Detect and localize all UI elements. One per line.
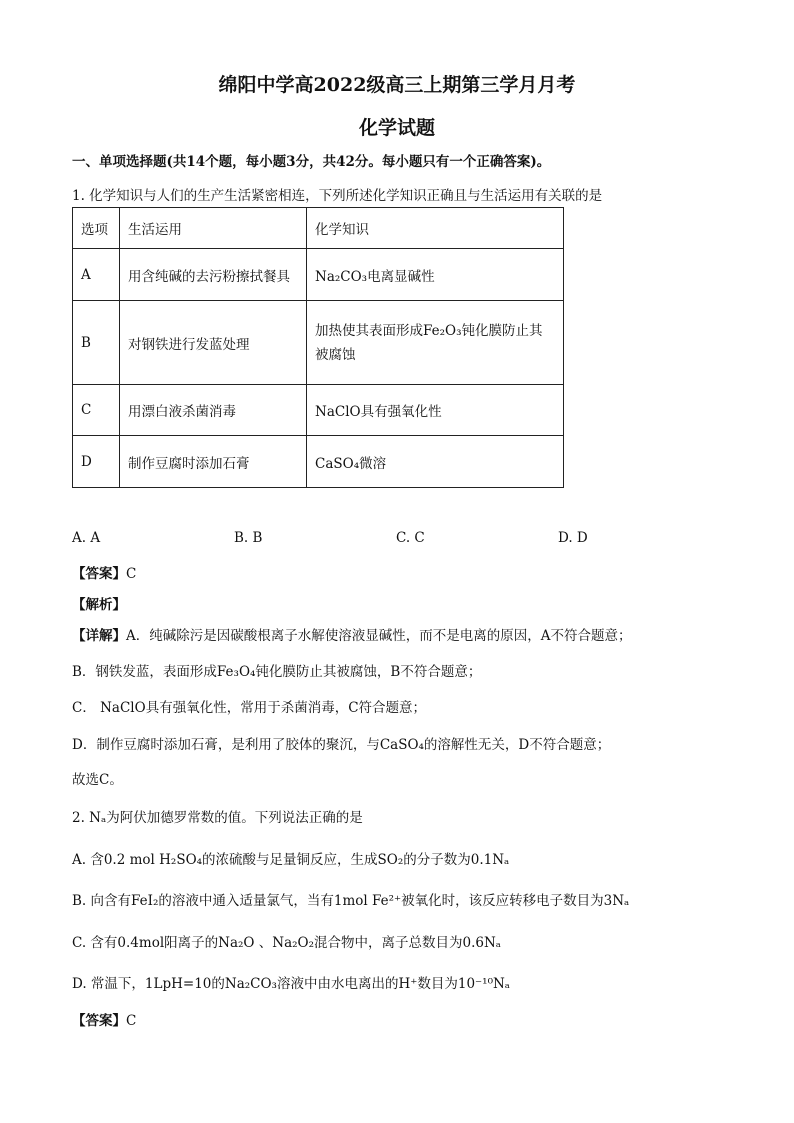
q1-analysis-label: 【解析】 — [72, 597, 126, 613]
table-row — [73, 385, 564, 436]
detail-label: 【详解】 — [72, 628, 126, 644]
detail-text: A．纯碱除污是因碳酸根离子水解使溶液显碱性，而不是电离的原因，A不符合题意； — [126, 628, 632, 644]
q1-detail-line: B．钢铁发蓝，表面形成Fe₃O₄钝化膜防止其被腐蚀，B不符合题意； — [72, 664, 482, 680]
answer-label: 【答案】 — [72, 566, 126, 582]
use-cell: 用含纯碱的去污粉擦拭餐具 — [120, 249, 307, 301]
use-cell: 制作豆腐时添加石膏 — [120, 436, 307, 488]
chem-pre: 加热使其表面形成 — [315, 322, 423, 339]
q1-table — [72, 207, 564, 488]
chem-text-cont: 被腐蚀 — [315, 346, 356, 363]
q1-choice-b: B. B — [234, 530, 263, 546]
chem-cell — [307, 436, 564, 488]
q2-answer — [72, 1009, 136, 1029]
table-header-row — [73, 208, 564, 249]
chem-formula: Na₂CO₃ — [315, 268, 368, 285]
table-header-cell: 选项 — [73, 208, 120, 249]
chem-formula: NaClO — [315, 404, 361, 420]
table-row — [73, 436, 564, 488]
table-row — [73, 249, 564, 301]
page-title: 绵阳中学高2022级高三上期第三学月月考 — [218, 74, 576, 96]
q1-answer — [72, 562, 136, 582]
q2-choice-b: B. 向含有FeI₂的溶液中通入适量氯气，当有1mol Fe²⁺被氧化时，该反应转移电子数目为3Nₐ — [72, 893, 630, 909]
q1-detail-line: C． NaClO具有强氧化性，常用于杀菌消毒，C符合题意； — [72, 700, 427, 716]
option-cell: B — [73, 301, 120, 385]
table-row — [73, 301, 564, 385]
chem-formula: Fe₂O₃ — [423, 322, 462, 339]
option-cell: C — [73, 385, 120, 436]
option-cell: D — [73, 436, 120, 488]
q1-detail-line — [72, 624, 632, 644]
chem-cell — [307, 249, 564, 301]
chem-text: 具有强氧化性 — [360, 404, 442, 420]
q1-detail-line: 故选C。 — [72, 772, 123, 788]
q2-stem: 2. Nₐ为阿伏加德罗常数的值。下列说法正确的是 — [72, 810, 363, 826]
q1-choice-c: C. C — [396, 530, 425, 546]
q2-choice-a: A. 含0.2 mol H₂SO₄的浓硫酸与足量铜反应，生成SO₂的分子数为0.1Nₐ — [72, 852, 510, 868]
q1-stem: 1. 化学知识与人们的生产生活紧密相连，下列所述化学知识正确且与生活运用有关联的是 — [72, 188, 603, 204]
chem-text: 电离显碱性 — [367, 268, 435, 285]
section-heading: 一、单项选择题(共14个题，每小题3分，共42分。每小题只有一个正确答案)。 — [72, 154, 551, 170]
table-header-cell: 生活运用 — [120, 208, 307, 249]
answer-value: C — [126, 1013, 137, 1029]
page-subtitle: 化学试题 — [358, 117, 435, 139]
answer-label: 【答案】 — [72, 1013, 126, 1029]
use-cell: 对钢铁进行发蓝处理 — [120, 301, 307, 385]
table-header-cell: 化学知识 — [307, 208, 564, 249]
answer-value: C — [126, 566, 137, 582]
q1-choice-d: D. D — [558, 530, 588, 546]
use-cell: 用漂白液杀菌消毒 — [120, 385, 307, 436]
q1-choice-a: A. A — [72, 530, 101, 546]
option-cell: A — [73, 249, 120, 301]
chem-text: 微溶 — [359, 455, 387, 472]
q2-choice-d: D. 常温下，1LpH=10的Na₂CO₃溶液中由水电离出的H⁺数目为10⁻¹⁰Nₐ — [72, 976, 511, 992]
chem-cell — [307, 385, 564, 436]
chem-text: 钝化膜防止其 — [461, 322, 543, 339]
q1-detail-line: D．制作豆腐时添加石膏，是利用了胶体的聚沉，与CaSO₄的溶解性无关，D不符合题意； — [72, 737, 611, 753]
q2-choice-c: C. 含有0.4mol阳离子的Na₂O 、Na₂O₂混合物中，离子总数目为0.6Nₐ — [72, 935, 502, 951]
chem-cell — [307, 301, 564, 385]
chem-formula: CaSO₄ — [315, 455, 360, 472]
